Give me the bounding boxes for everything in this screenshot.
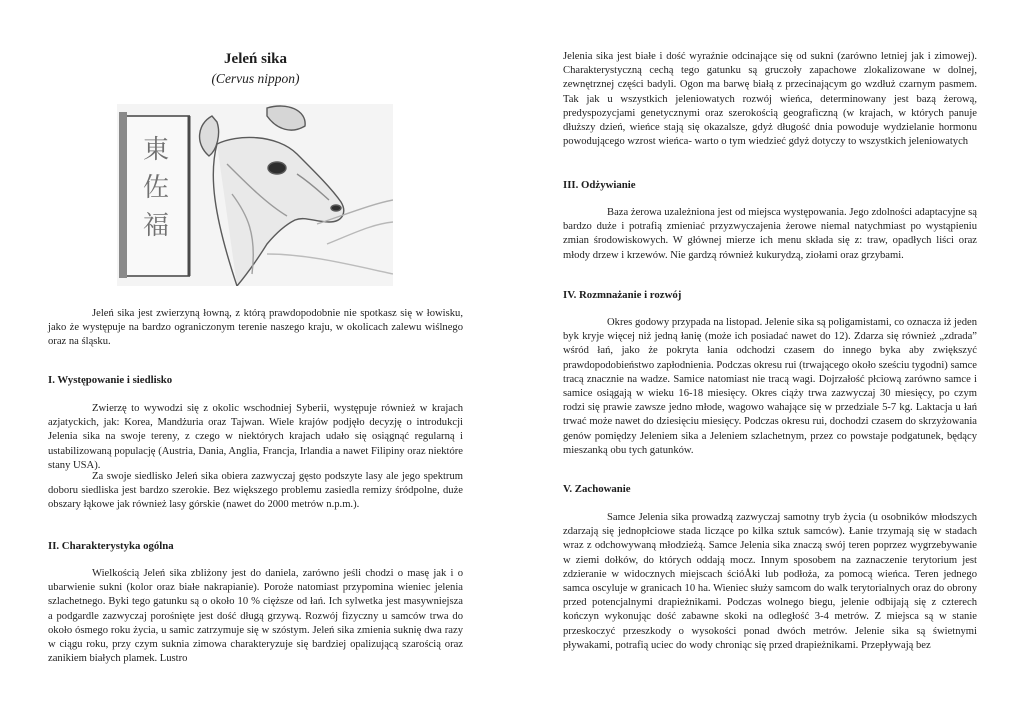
section-heading-4: IV. Rozmnażanie i rozwój bbox=[563, 289, 682, 301]
section-5-paragraph-1: Samce Jelenia sika prowadzą zazwyczaj samotny tryb życia (u osobników młodszych zdarzają się jednopłciowe stada liczące po kilka sztuk samców). Łanie trzymają się w stadach wraz z odchowywaną młodzieżą. Samce Jelenia sika znaczą swój teren poprzez wygrzebywanie w ziemi dołków, do których oddają mocz. Innym sposobem na zaznaczenie terytorium jest zdzieranie w widocznych miejscach ścióÅki lub podłoża, za pomocą wieńca. Teren jednego samca oscyluje w granicach 10 ha. Wieniec służy samcom do walk terytorialnych oraz do obrony przed potencjalnymi drapieżnikami. Podczas wolnego biegu, jelenie odbijają się z czterech kończyn wykonując dość zabawne skoki na odległość 3-4 metrów. Z miejsca są w stanie przeskoczyć przeszkody o wysokości ponad dwóch metrów. Jelenie sika są świetnymi pływakami, potrafią uciec do wody chroniąc się przed drapieżnikami. Przepływają bez bbox=[563, 512, 977, 651]
section-heading-3: III. Odżywianie bbox=[563, 179, 636, 191]
calligraphy-scroll bbox=[119, 112, 189, 278]
intro-paragraph: Jeleń sika jest zwierzyną łowną, z którą prawdopodobnie nie spotkasz się w łowisku, jako że występuje na bardzo ograniczonym terenie naszego kraju, w okolicach zalewu wiślnego oraz na śląsku. bbox=[48, 308, 463, 348]
kanji-2: 佐 bbox=[143, 173, 170, 203]
section-heading-2: II. Charakterystyka ogólna bbox=[48, 540, 174, 552]
section-4-paragraph-1: Okres godowy przypada na listopad. Jelenie sika są poligamistami, co oznacza iż jeden byk kryje więcej niż jedną łanię (może ich posiadać nawet do 12). Zdarza się również „zdrada” wśród łań, jako że pokryta łania odchodzi czasem do innego byka aby zwiększyć prawdopodobieństwo zapłodnienia. Podczas okresu rui (trwającego około sześciu tygodni) samce tracą znacznie na wadze. Samice natomiast nie tracą wagi. Dojrzałość płciową zarówno samce i samice osiągają w wieku 16-18 miesięcy. Okres ciąży trwa zazwyczaj 30 miesięcy, po czym rodzi się prawie zawsze jedno młode, wagowo wahające się w przedziale 5-7 kg. Laktacja u łań trwać może nawet do dziesięciu miesięcy. Podczas okresu rui, dochodzi czasem do skrzyżowania genów pomiędzy Jeleniem sika a Jeleniem szlachetnym, przez co powstaje podgatunek, będący mieszanką obu tych gatunków. bbox=[563, 317, 977, 456]
section-3-paragraph-1: Baza żerowa uzależniona jest od miejsca występowania. Jego zdolności adaptacyjne są bardzo duże i potrafią zmieniać przyzwyczajenia żerowe niemal natychmiast po wystąpieniu zmian środowiskowych. W głównej mierze ich menu składa się z: traw, opadłych liści oraz młody drzew i krzewów. Nie gardzą również kukurydzą, ziołami oraz grzybami. bbox=[563, 207, 977, 261]
deer-illustration bbox=[117, 104, 393, 286]
section-2-paragraph-1: Wielkością Jeleń sika zbliżony jest do daniela, zarówno jeśli chodzi o masę jak i o ubarwienie sukni (kolor oraz białe nakrapianie). Poroże natomiast przypomina wieniec jelenia szlachetnego. Byki tego gatunku są o około 10 % cięższe od łań. Ich sylwetka jest masywniejsza a podgardle zazwyczaj porośnięte jest dość długą grzywą. Rozwój fizyczny u samców trwa do około ósmego roku życia, u samic zatrzymuje się w szóstym. Jeleń sika zmienia suknię dwa razy w ciągu roku, przy czym suknia zimowa charakteryzuje się bardziej opalizującą szarością oraz zanikiem białych plamek. Lustro bbox=[48, 568, 463, 665]
document-title: Jeleń sika bbox=[224, 51, 287, 67]
section-1-paragraph-2: Za swoje siedlisko Jeleń sika obiera zazwyczaj gęsto podszyte lasy ale jego spektrum doboru siedliska jest bardzo szerokie. Bez większego problemu zasiedla remizy śródpolne, duże obszary łąkowe jak również lasy górskie (nawet do 2000 metrów n.p.m.). bbox=[48, 471, 463, 511]
section-heading-1: I. Występowanie i siedlisko bbox=[48, 374, 173, 386]
kanji-1: 東 bbox=[143, 135, 170, 165]
section-1-paragraph-1: Zwierzę to wywodzi się z okolic wschodniej Syberii, występuje również w krajach azjatyckich, jak: Korea, Mandżuria oraz Tajwan. Wiele krajów podjęło decyzję o introdukcji Jelenia sika na swoje tereny, z czego w niektórych krajach udało się osiągnąć regularną i ustabilizowaną populację (Austria, Dania, Anglia, Francja, Irlandia a nawet Filipiny oraz niektóre stany USA). bbox=[48, 403, 463, 471]
continued-paragraph: Jelenia sika jest białe i dość wyraźnie odcinające się od sukni (zarówno letniej jak i zimowej). Charakterystyczną cechą tego gatunku są gruczoły zapachowe zlokalizowane w dolnej, zewnętrznej części badyli. Ogon ma barwę białą z przecinającym go wzdłuż czarnym pasmem. Tak jak u wszystkich jeleniowatych rozwój wieńca, determinowany jest bazą żerową, predyspozycjami genetycznymi oraz szerokością geograficzną (w krajach, w których panuje dłuższy dzień, wieńce stają się okazalsze, gdyż długość dnia powoduje wydzielanie hormonu powodującego wzrost wieńca- warto o tym wiedzieć gdyż dotyczy to wszystkich jeleniowatych bbox=[563, 51, 977, 148]
section-heading-5: V. Zachowanie bbox=[563, 483, 631, 495]
document-subtitle: (Cervus nippon) bbox=[211, 71, 300, 86]
kanji-3: 福 bbox=[143, 211, 170, 241]
